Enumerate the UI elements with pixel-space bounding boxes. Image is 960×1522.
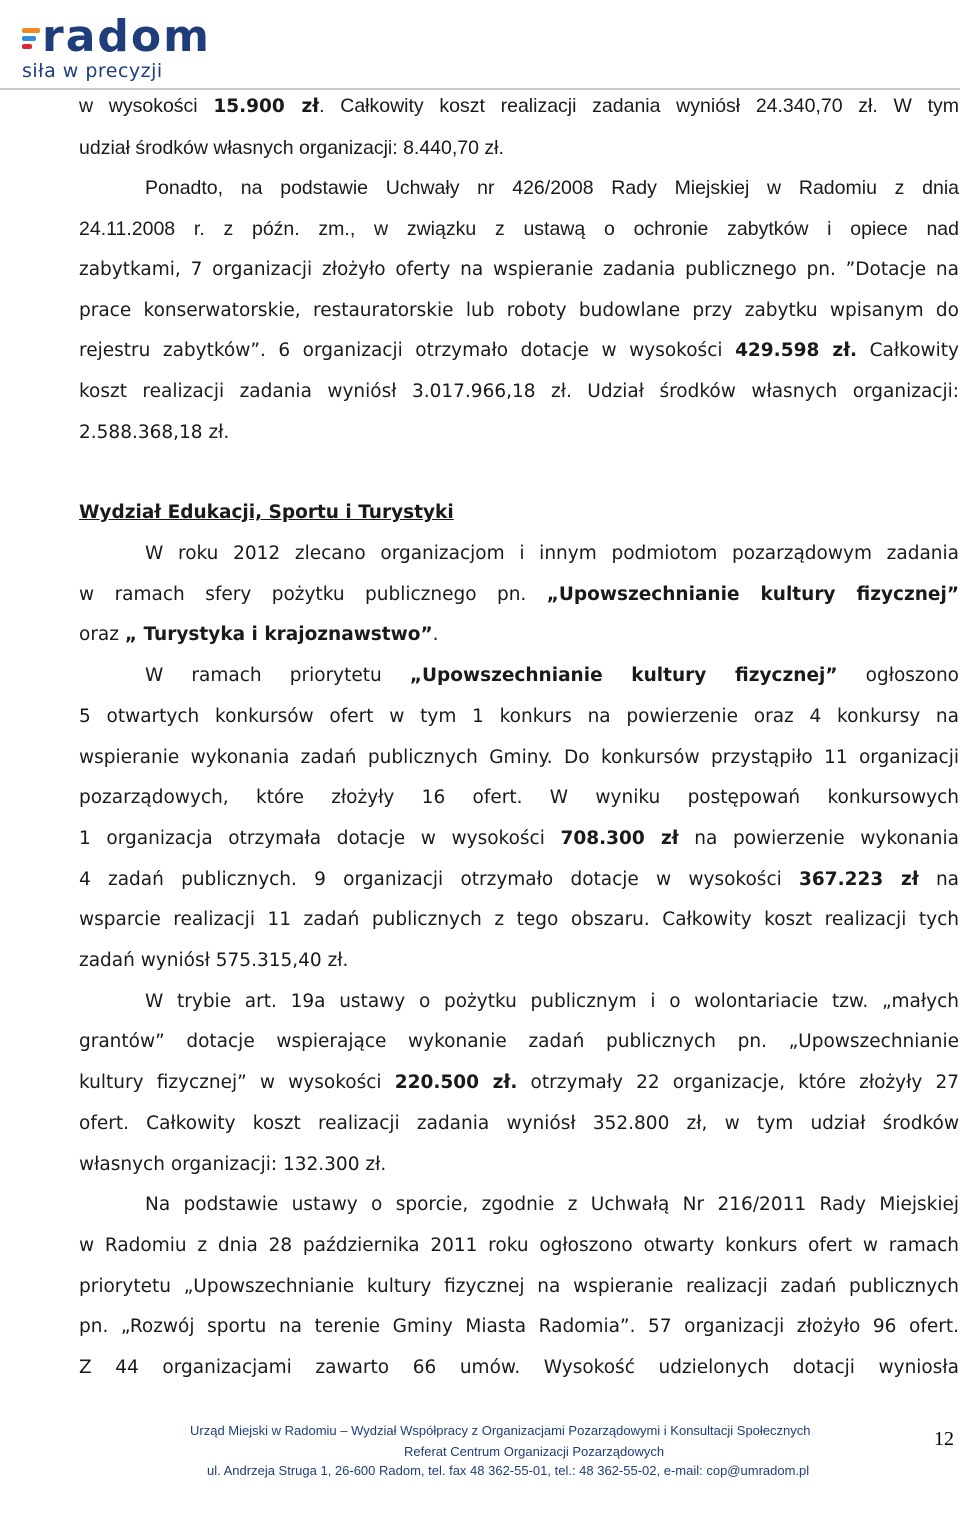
footer-address: ul. Andrzeja Struga 1, 26-600 Radom, tel. fax 48 362-55-01, tel.: 48 362-55-02, e-mail: cop@umradom.pl	[207, 1463, 810, 1478]
text-line: zadań wyniósł 575.315,40 zł.	[79, 950, 349, 972]
text-run: na powierzenie wykonania	[678, 827, 959, 849]
text-line: 2.588.368,18 zł.	[79, 421, 230, 443]
logo-stripe-red	[22, 44, 32, 49]
text-line: zabytkami, 7 organizacji złożyło oferty na wspieranie zadania publicznego pn. ”Dotacje na	[79, 258, 959, 280]
paragraph-5	[79, 982, 959, 1186]
text-line: Ponadto, na podstawie Uchwały nr 426/2008 Rady Miejskiej w Radomiu z dnia	[145, 177, 959, 200]
paragraph-1	[79, 86, 959, 168]
text-line: w Radomiu z dnia 28 października 2011 roku ogłoszono otwarty konkurs ofert w ramach	[79, 1234, 959, 1256]
logo-tagline: siła w precyzji	[22, 60, 163, 82]
footer-department: Referat Centrum Organizacji Pozarządowych	[404, 1444, 665, 1459]
text-line	[79, 656, 959, 697]
radom-logo	[20, 11, 220, 82]
text-run: w ramach sfery pożytku publicznego pn.	[79, 583, 547, 605]
text-run: 4 zadań publicznych. 9 organizacji otrzymało dotacje w wysokości	[79, 868, 799, 890]
text-run: rejestru zabytków”. 6 organizacji otrzymało dotacje w wysokości	[79, 340, 736, 362]
amount-bold: 708.300 zł	[560, 827, 679, 849]
text-run: .	[432, 624, 439, 646]
section-heading-block	[79, 493, 959, 534]
text-run: otrzymały 22 organizacje, które złożyły 27	[517, 1072, 959, 1094]
amount-bold: 367.223 zł	[799, 868, 919, 890]
text-line: wspieranie wykonania zadań publicznych Gminy. Do konkursów przystąpiło 11 organizacji	[79, 746, 959, 768]
text-run: W ramach priorytetu	[145, 665, 410, 687]
amount-bold: 429.598 zł.	[735, 340, 858, 362]
text-line: Na podstawie ustawy o sporcie, zgodnie z Uchwałą Nr 216/2011 Rady Miejskiej	[145, 1194, 959, 1216]
text-line: udział środków własnych organizacji: 8.440,70 zł.	[79, 136, 504, 159]
text-line: priorytetu „Upowszechnianie kultury fizycznej na wspieranie realizacji zadań publicznych	[79, 1275, 959, 1297]
text-line	[79, 575, 959, 616]
text-run: na	[918, 868, 960, 890]
text-run: kultury fizycznej” w wysokości	[79, 1072, 395, 1094]
text-line: W trybie art. 19a ustawy o pożytku publicznym i o wolontariacie tzw. „małych	[145, 990, 959, 1012]
text-line	[79, 860, 959, 901]
text-line: koszt realizacji zadania wyniósł 3.017.966,18 zł. Udział środków własnych organizacji:	[79, 380, 959, 402]
text-line: ofert. Całkowity koszt realizacji zadania wyniósł 352.800 zł, w tym udział środków	[79, 1112, 959, 1134]
title-bold: „Upowszechnianie kultury fizycznej”	[546, 583, 959, 605]
text-line	[79, 1063, 959, 1104]
text-run: oraz	[79, 624, 125, 646]
text-line: pn. „Rozwój sportu na terenie Gminy Miasta Radomia”. 57 organizacji złożyło 96 ofert.	[79, 1316, 959, 1338]
document-body	[79, 86, 959, 1389]
paragraph-6	[79, 1185, 959, 1389]
text-line: 24.11.2008 r. z późn. zm., w związku z ustawą o ochronie zabytków i opiece nad	[79, 218, 959, 241]
text-line: pozarządowych, które złożyły 16 ofert. W wyniku postępowań konkursowych	[79, 787, 959, 809]
text-line: wsparcie realizacji 11 zadań publicznych z tego obszaru. Całkowity koszt realizacji tych	[79, 909, 959, 931]
text-line	[79, 86, 959, 128]
paragraph-4	[79, 656, 959, 982]
text-line	[79, 331, 959, 372]
title-bold: „Upowszechnianie kultury fizycznej”	[409, 665, 838, 687]
amount-bold: 220.500 zł.	[394, 1072, 518, 1094]
text-line: W roku 2012 zlecano organizacjom i innym podmiotom pozarządowym zadania	[145, 543, 959, 565]
text-line	[79, 819, 959, 860]
text-run: ogłoszono	[837, 665, 959, 687]
footer-office: Urząd Miejski w Radomiu – Wydział Współpracy z Organizacjami Pozarządowymi i Konsultacji Społecznych	[190, 1423, 811, 1438]
title-bold: „ Turystyka i krajoznawstwo”	[124, 624, 433, 646]
paragraph-3	[79, 534, 959, 656]
section-heading: Wydział Edukacji, Sportu i Turystyki	[79, 502, 454, 524]
logo-stripe-blue	[22, 36, 36, 41]
text-line	[79, 615, 959, 656]
amount-bold: 15.900 zł	[213, 96, 320, 117]
logo-stripe-orange	[22, 28, 40, 33]
text-run: w wysokości	[79, 95, 214, 117]
text-line: prace konserwatorskie, restauratorskie lub roboty budowlane przy zabytku wpisanym do	[79, 299, 959, 321]
page-number: 12	[934, 1428, 954, 1450]
text-line: 5 otwartych konkursów ofert w tym 1 konkurs na powierzenie oraz 4 konkursy na	[79, 705, 959, 727]
text-line: grantów” dotacje wspierające wykonanie zadań publicznych pn. „Upowszechnianie	[79, 1031, 959, 1053]
text-run: Całkowity	[857, 340, 959, 362]
logo-wordmark: radom	[42, 11, 211, 62]
text-line: własnych organizacji: 132.300 zł.	[79, 1153, 387, 1175]
text-run: 1 organizacja otrzymała dotacje w wysokości	[79, 827, 561, 849]
paragraph-2	[79, 168, 959, 453]
text-line: Z 44 organizacjami zawarto 66 umów. Wysokość udzielonych dotacji wyniosła	[79, 1357, 959, 1379]
text-run: . Całkowity koszt realizacji zadania wyniósł 24.340,70 zł. W tym	[319, 95, 960, 117]
